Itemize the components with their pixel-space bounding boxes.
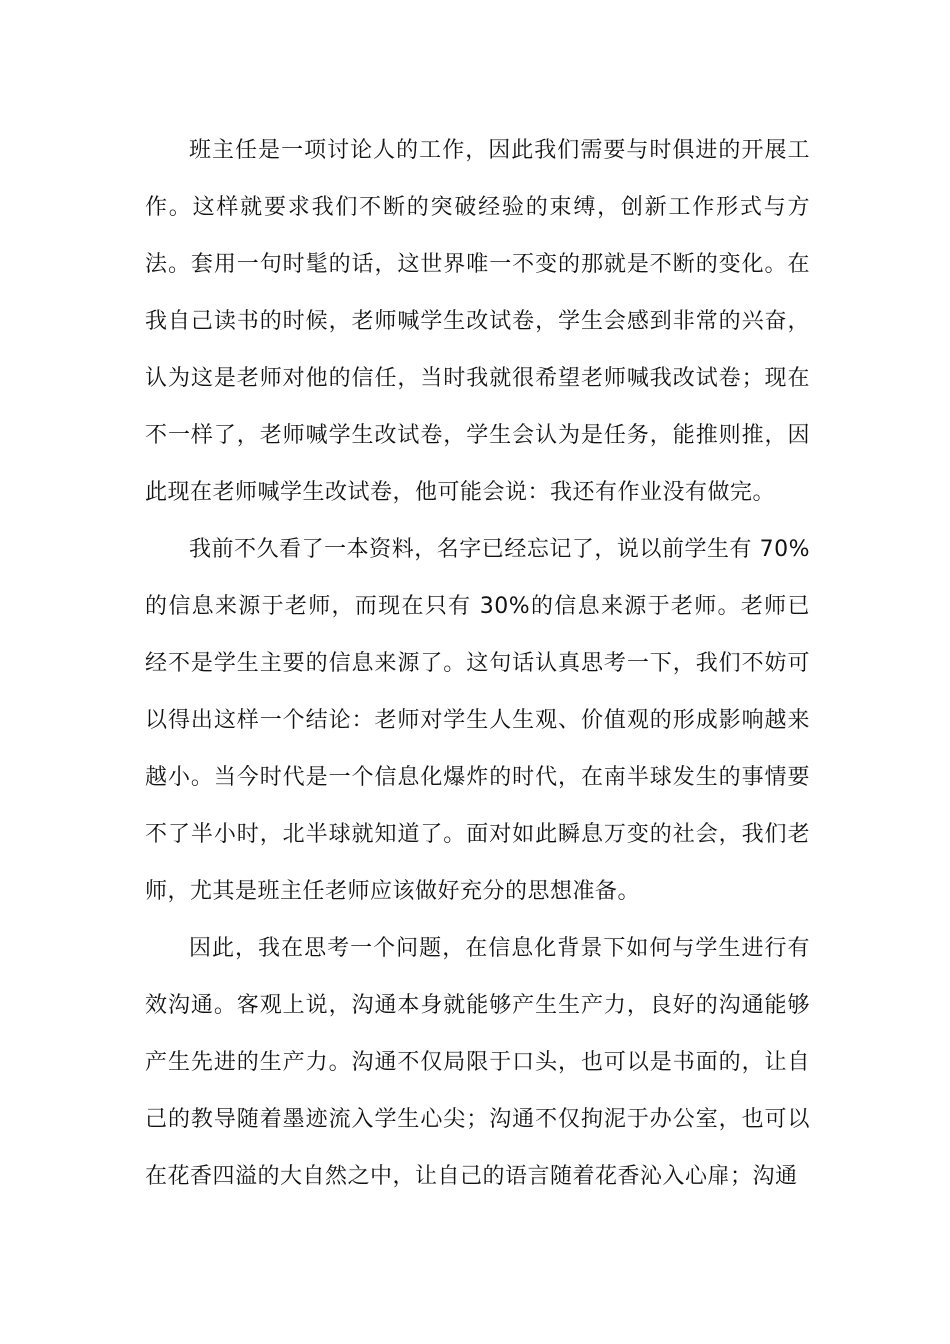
document-body <box>145 122 810 1205</box>
paragraph-1: 班主任是一项讨论人的工作，因此我们需要与时俱进的开展工作。这样就要求我们不断的突破经验的束缚，创新工作形式与方法。套用一句时髦的话，这世界唯一不变的那就是不断的变化。在我自己读书的时候，老师喊学生改试卷，学生会感到非常的兴奋，认为这是老师对他的信任，当时我就很希望老师喊我改试卷；现在不一样了，老师喊学生改试卷，学生会认为是任务，能推则推，因此现在老师喊学生改试卷，他可能会说：我还有作业没有做完。 <box>145 138 810 505</box>
paragraph-3: 因此，我在思考一个问题，在信息化背景下如何与学生进行有效沟通。客观上说，沟通本身就能够产生生产力，良好的沟通能够产生先进的生产力。沟通不仅局限于口头，也可以是书面的，让自己的教导随着墨迹流入学生心尖；沟通不仅拘泥于办公室，也可以在花香四溢的大自然之中，让自己的语言随着花香沁入心扉；沟通 <box>145 936 810 1189</box>
paragraph-2: 我前不久看了一本资料，名字已经忘记了，说以前学生有 70%的信息来源于老师，而现在只有 30%的信息来源于老师。老师已经不是学生主要的信息来源了。这句话认真思考一下，我们不妨可以得出这样一个结论：老师对学生人生观、价值观的形成影响越来越小。当今时代是一个信息化爆炸的时代，在南半球发生的事情要不了半小时，北半球就知道了。面对如此瞬息万变的社会，我们老师，尤其是班主任老师应该做好充分的思想准备。 <box>145 537 810 904</box>
